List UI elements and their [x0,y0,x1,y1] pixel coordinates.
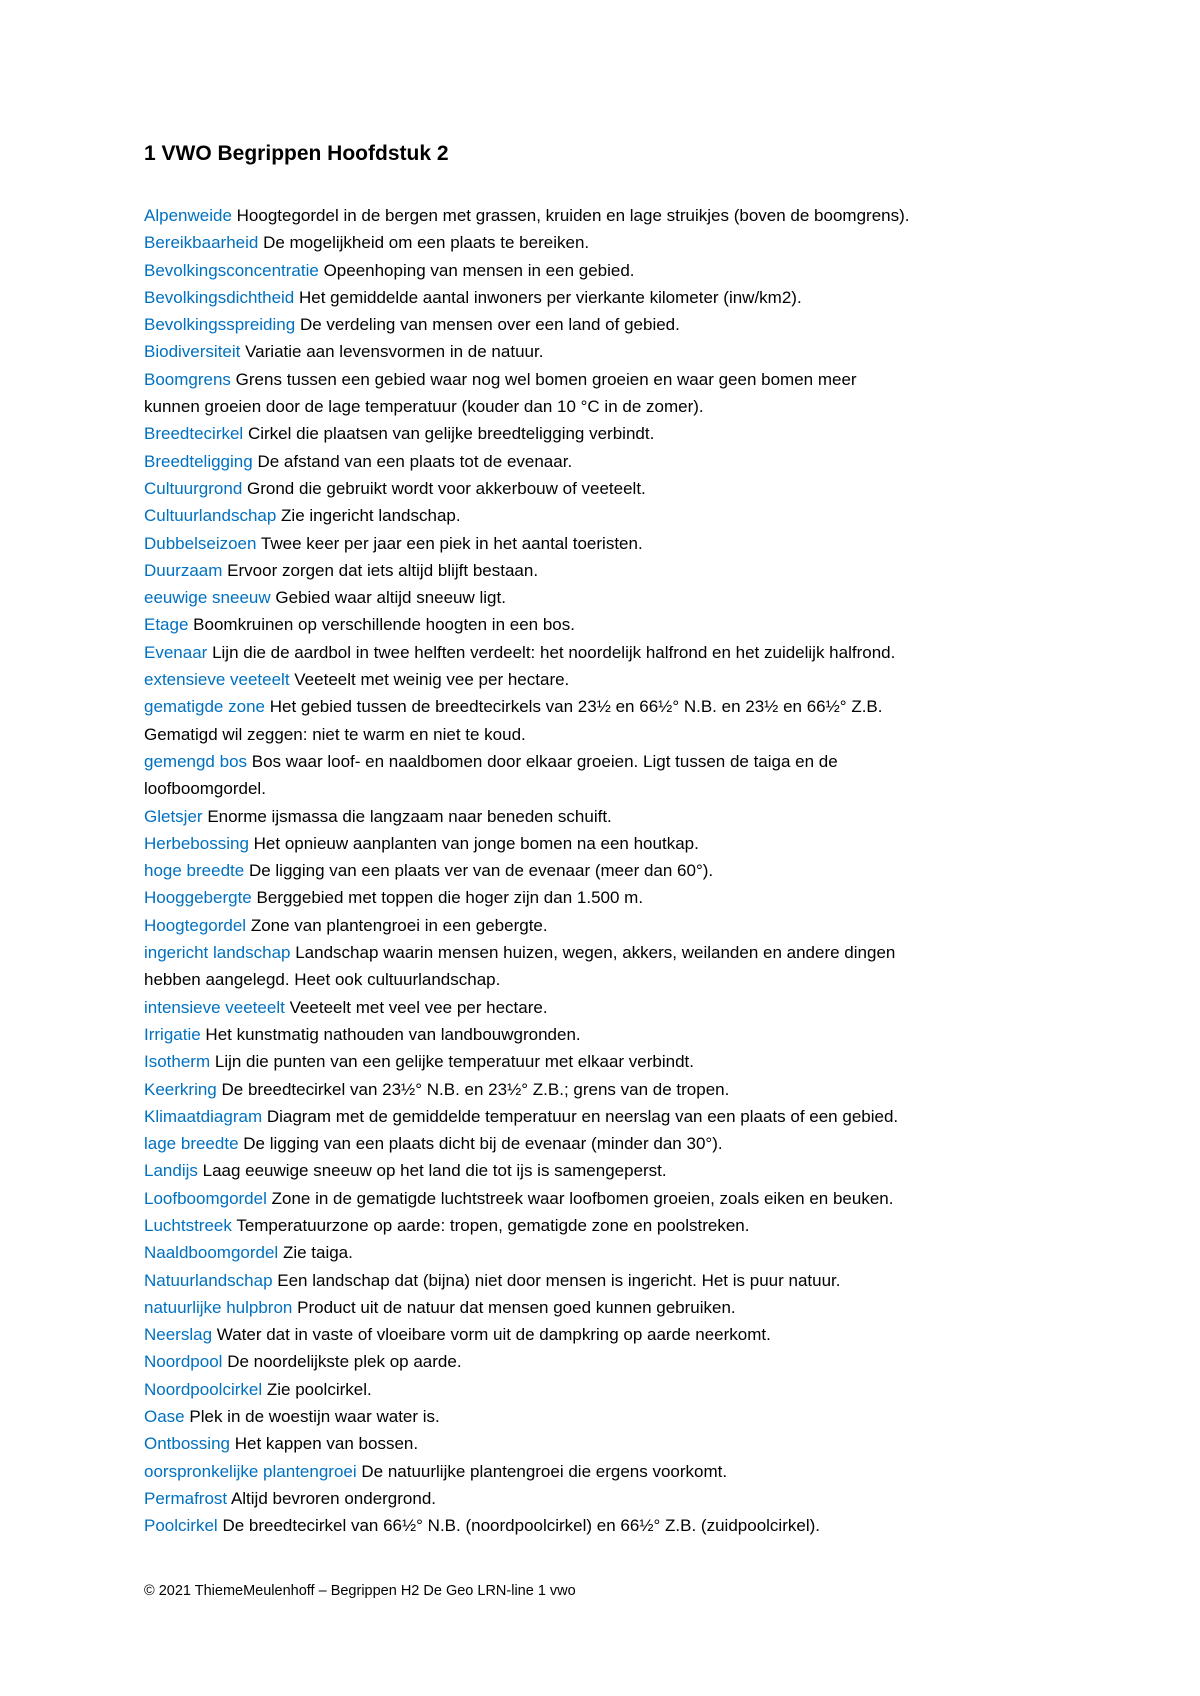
glossary-entry [144,1157,1104,1184]
glossary-term: Gletsjer [144,806,203,826]
glossary-term: Noordpoolcirkel [144,1379,263,1399]
glossary-entry [144,284,1104,311]
glossary-term: Natuurlandschap [144,1270,273,1290]
glossary-entry [144,1458,1104,1485]
glossary-term: Hooggebergte [144,888,252,908]
glossary-entry [144,1348,1104,1375]
glossary-term: Cultuurgrond [144,478,243,498]
glossary-definition: De ligging van een plaats dicht bij de evenaar (minder dan 30°). [243,1134,723,1154]
glossary-definition: De natuurlijke plantengroei die ergens voorkomt. [361,1461,728,1481]
glossary-entry [144,1103,1104,1130]
glossary-entry [144,1403,1104,1430]
glossary-definition: Het kunstmatig nathouden van landbouwgronden. [205,1024,581,1044]
glossary-definition: Een landschap dat (bijna) niet door mensen is ingericht. Het is puur natuur. [277,1270,841,1290]
glossary-term: Breedtecirkel [144,424,244,444]
document-title: 1 VWO Begrippen Hoofdstuk 2 [144,142,449,165]
glossary-definition: Variatie aan levensvormen in de natuur. [245,342,544,362]
glossary-term: Klimaatdiagram [144,1106,263,1126]
glossary-entry [144,639,1104,666]
glossary-entry [144,666,1104,693]
glossary-entry [144,1212,1104,1239]
glossary-entry [144,502,1104,529]
glossary-definition: Bos waar loof- en naaldbomen door elkaar groeien. Ligt tussen de taiga en de [251,751,838,771]
glossary-definition: Gebied waar altijd sneeuw ligt. [275,588,506,608]
glossary-definition: Het opnieuw aanplanten van jonge bomen na een houtkap. [253,833,699,853]
glossary-definition: De verdeling van mensen over een land of gebied. [299,315,680,335]
glossary-entry [144,693,1104,748]
glossary-definition: De mogelijkheid om een plaats te bereiken. [263,233,590,253]
glossary-entry [144,912,1104,939]
glossary-term: Herbebossing [144,833,249,853]
glossary-entry [144,475,1104,502]
glossary-definition: Landschap waarin mensen huizen, wegen, akkers, weilanden en andere dingen [295,943,896,963]
glossary-term: Dubbelseizoen [144,533,257,553]
glossary-definition: Zie taiga. [282,1243,353,1263]
glossary-entry [144,939,1104,994]
glossary-definition: Berggebied met toppen die hoger zijn dan 1.500 m. [256,888,644,908]
glossary-definition-continuation: hebben aangelegd. Heet ook cultuurlandschap. [144,970,501,990]
glossary-definition: Het gemiddelde aantal inwoners per vierkante kilometer (inw/km2). [299,287,802,307]
page-footer: © 2021 ThiemeMeulenhoff – Begrippen H2 De Geo LRN-line 1 vwo [144,1583,576,1599]
glossary-list [144,202,1104,1540]
glossary-term: natuurlijke hulpbron [144,1297,293,1317]
glossary-definition: Veeteelt met veel vee per hectare. [289,997,548,1017]
glossary-term: Cultuurlandschap [144,506,277,526]
glossary-entry [144,857,1104,884]
glossary-term: Bevolkingsdichtheid [144,287,295,307]
glossary-definition: Cirkel die plaatsen van gelijke breedteligging verbindt. [247,424,655,444]
glossary-term: Poolcirkel [144,1516,218,1536]
glossary-entry [144,229,1104,256]
glossary-term: Oase [144,1407,185,1427]
glossary-entry [144,530,1104,557]
glossary-definition: Zone in de gematigde luchtstreek waar loofbomen groeien, zoals eiken en beuken. [271,1188,894,1208]
glossary-definition: Grond die gebruikt wordt voor akkerbouw of veeteelt. [247,478,646,498]
glossary-term: Luchtstreek [144,1215,232,1235]
glossary-term: Landijs [144,1161,198,1181]
glossary-entry [144,1130,1104,1157]
glossary-term: Ontbossing [144,1434,230,1454]
glossary-definition: Het kappen van bossen. [234,1434,419,1454]
glossary-definition: Ervoor zorgen dat iets altijd blijft bestaan. [227,560,539,580]
glossary-definition-continuation: Gematigd wil zeggen: niet te warm en niet te koud. [144,724,526,744]
glossary-entry [144,884,1104,911]
glossary-definition: Zone van plantengroei in een gebergte. [250,915,548,935]
glossary-definition: Boomkruinen op verschillende hoogten in een bos. [193,615,575,635]
glossary-term: Biodiversiteit [144,342,241,362]
glossary-term: eeuwige sneeuw [144,588,271,608]
glossary-term: Keerkring [144,1079,217,1099]
glossary-definition: Twee keer per jaar een piek in het aantal toeristen. [260,533,643,553]
glossary-entry [144,1021,1104,1048]
glossary-entry [144,202,1104,229]
glossary-definition: De afstand van een plaats tot de evenaar. [257,451,573,471]
glossary-term: Evenaar [144,642,208,662]
glossary-definition-continuation: loofboomgordel. [144,779,266,799]
glossary-entry [144,557,1104,584]
glossary-term: hoge breedte [144,861,245,881]
glossary-definition: Opeenhoping van mensen in een gebied. [323,260,635,280]
glossary-definition: Plek in de woestijn waar water is. [189,1407,440,1427]
glossary-term: Neerslag [144,1325,213,1345]
glossary-definition: Het gebied tussen de breedtecirkels van 23½ en 66½° N.B. en 23½ en 66½° Z.B. [269,697,883,717]
glossary-definition: Veeteelt met weinig vee per hectare. [294,670,570,690]
glossary-definition: Temperatuurzone op aarde: tropen, gematigde zone en poolstreken. [236,1215,750,1235]
glossary-definition: Lijn die punten van een gelijke temperatuur met elkaar verbindt. [214,1052,694,1072]
glossary-definition-continuation: kunnen groeien door de lage temperatuur (kouder dan 10 °C in de zomer). [144,397,704,417]
glossary-definition: Grens tussen een gebied waar nog wel bomen groeien en waar geen bomen meer [235,369,857,389]
glossary-term: Irrigatie [144,1024,201,1044]
glossary-entry [144,366,1104,421]
glossary-entry [144,1267,1104,1294]
glossary-term: Naaldboomgordel [144,1243,279,1263]
glossary-definition: De breedtecirkel van 23½° N.B. en 23½° Z.B.; grens van de tropen. [221,1079,730,1099]
glossary-term: gematigde zone [144,697,265,717]
glossary-entry [144,1239,1104,1266]
glossary-term: Noordpool [144,1352,223,1372]
glossary-term: ingericht landschap [144,943,291,963]
glossary-term: Isotherm [144,1052,211,1072]
glossary-term: Bevolkingsspreiding [144,315,296,335]
glossary-entry [144,1048,1104,1075]
glossary-term: Duurzaam [144,560,223,580]
glossary-entry [144,1076,1104,1103]
glossary-definition: Hoogtegordel in de bergen met grassen, kruiden en lage struikjes (boven de boomgrens). [236,206,910,225]
glossary-term: Hoogtegordel [144,915,247,935]
glossary-term: gemengd bos [144,751,248,771]
glossary-definition: Product uit de natuur dat mensen goed kunnen gebruiken. [297,1297,736,1317]
glossary-term: Permafrost [144,1488,228,1508]
glossary-definition: Water dat in vaste of vloeibare vorm uit de dampkring op aarde neerkomt. [216,1325,771,1345]
glossary-entry [144,257,1104,284]
glossary-entry [144,803,1104,830]
glossary-entry [144,1430,1104,1457]
glossary-definition: Diagram met de gemiddelde temperatuur en neerslag van een plaats of een gebied. [266,1106,899,1126]
glossary-entry [144,584,1104,611]
glossary-entry [144,1294,1104,1321]
glossary-term: Loofboomgordel [144,1188,267,1208]
glossary-entry [144,1321,1104,1348]
glossary-definition: Zie poolcirkel. [266,1379,372,1399]
glossary-entry [144,420,1104,447]
glossary-entry [144,1376,1104,1403]
glossary-term: Alpenweide [144,206,232,225]
glossary-definition: De noordelijkste plek op aarde. [227,1352,462,1372]
glossary-definition: Zie ingericht landschap. [281,506,461,526]
glossary-definition: Altijd bevroren ondergrond. [230,1488,437,1508]
glossary-term: oorspronkelijke plantengroei [144,1461,357,1481]
glossary-entry [144,1185,1104,1212]
glossary-term: Etage [144,615,189,635]
glossary-entry [144,1512,1104,1539]
glossary-definition: De ligging van een plaats ver van de evenaar (meer dan 60°). [248,861,714,881]
glossary-definition: De breedtecirkel van 66½° N.B. (noordpoolcirkel) en 66½° Z.B. (zuidpoolcirkel). [222,1516,820,1536]
glossary-entry [144,338,1104,365]
glossary-term: intensieve veeteelt [144,997,285,1017]
glossary-entry [144,994,1104,1021]
glossary-entry [144,748,1104,803]
glossary-entry [144,611,1104,638]
glossary-term: Boomgrens [144,369,231,389]
glossary-entry [144,311,1104,338]
glossary-definition: Enorme ijsmassa die langzaam naar beneden schuift. [207,806,612,826]
glossary-term: lage breedte [144,1134,239,1154]
glossary-term: Breedteligging [144,451,253,471]
glossary-entry [144,830,1104,857]
glossary-entry [144,1485,1104,1512]
glossary-definition: Laag eeuwige sneeuw op het land die tot ijs is samengeperst. [202,1161,667,1181]
glossary-definition: Lijn die de aardbol in twee helften verdeelt: het noordelijk halfrond en het zuidelijk halfrond. [212,642,896,662]
glossary-term: Bereikbaarheid [144,233,259,253]
glossary-term: Bevolkingsconcentratie [144,260,319,280]
glossary-term: extensieve veeteelt [144,670,290,690]
glossary-entry [144,448,1104,475]
